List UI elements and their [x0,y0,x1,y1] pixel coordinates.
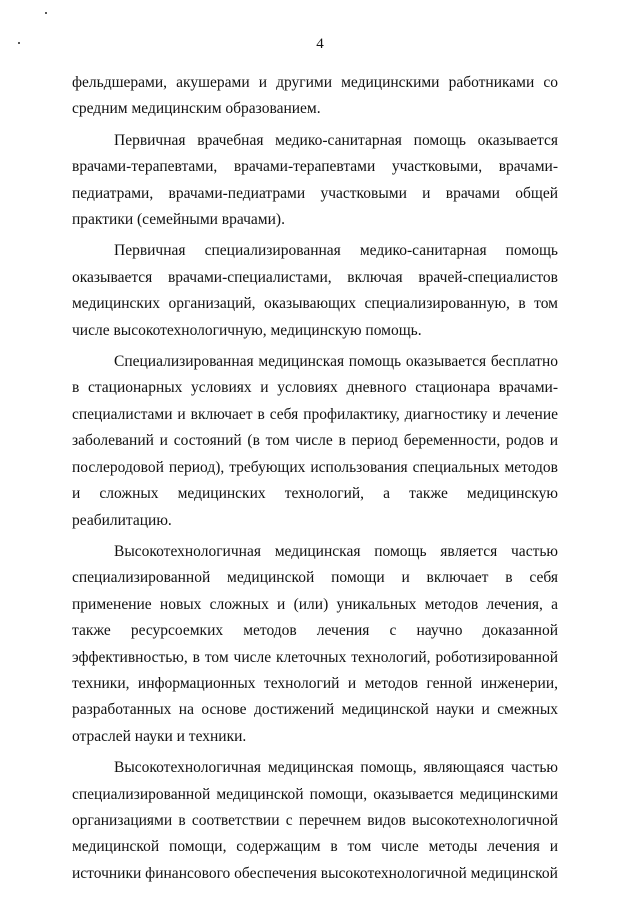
scan-speck [45,12,47,14]
paragraph: Специализированная медицинская помощь оказывается бесплатно в стационарных условиях и условиях дневного стационара врачами-специалистами и включает в себя профилактику, диагностику и лечение заболеваний и состояний (в том числе в период беременности, родов и послеродовой период), требующих использования специальных методов и сложных медицинских технологий, а также медицинскую реабилитацию. [72,353,558,529]
paragraph: Высокотехнологичная медицинская помощь, являющаяся частью специализированной медицинской помощи, оказывается медицинскими организациями в соответствии с перечнем видов высокотехнологичной медицинской помощи, содержащим в том числе методы лечения и источники финансового обеспечения высокотехнологичной медицинской [72,759,558,882]
page-number: 4 [316,36,324,52]
paragraph: фельдшерами, акушерами и другими медицинскими работниками со средним медицинским образованием. [72,74,558,118]
paragraph: Высокотехнологичная медицинская помощь является частью специализированной медицинской помощи и включает в себя применение новых сложных и (или) уникальных методов лечения, а также ресурсоемких методов лечения с научно доказанной эффективностью, в том числе клеточных технологий, роботизированной техники, информационных технологий и методов генной инженерии, разработанных на основе достижений медицинской науки и смежных отраслей науки и техники. [72,542,558,745]
paragraph: Первичная специализированная медико-санитарная помощь оказывается врачами-специалистами, включая врачей-специалистов медицинских организаций, оказывающих специализированную, в том числе высокотехнологичную, медицинскую помощь. [72,242,558,339]
paragraph: Первичная врачебная медико-санитарная помощь оказывается врачами-терапевтами, врачами-терапевтами участковыми, врачами-педиатрами, врачами-педиатрами участковыми и врачами общей практики (семейными врачами). [72,131,558,229]
document-body [72,70,558,887]
